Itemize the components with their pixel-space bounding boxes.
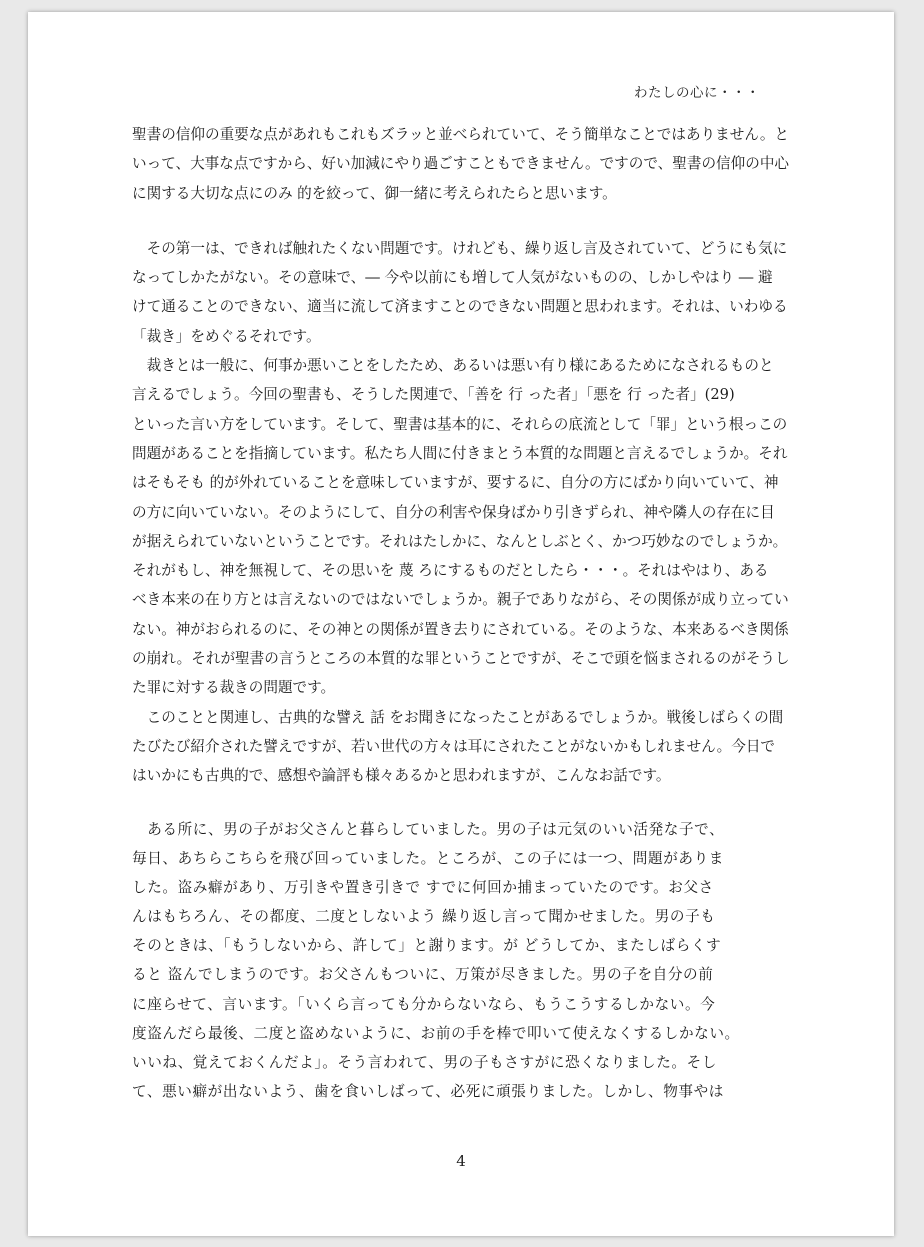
text-line: 言えるでしょう。今回の聖書も、そうした関連で、「善を 行 った者」「悪を 行 った者」(29)	[132, 386, 735, 404]
document-page	[28, 12, 894, 1236]
story-line: て、悪い癖が出ないよう、歯を食いしばって、必死に頑張りました。しかし、物事やは	[132, 1083, 724, 1101]
paragraph-gap	[132, 791, 794, 815]
running-header: わたしの心に・・・	[634, 85, 760, 101]
text-line: の崩れ。それが聖書の言うところの本質的な罪ということですが、そこで頭を悩まされるのがそうし	[132, 650, 790, 668]
story-line: 度盗んだら最後、二度と盗めないように、お前の手を棒で叩いて使えなくするしかない。	[132, 1024, 740, 1042]
text-line: このことと関連し、古典的な譬え 話 をお聞きになったことがあるでしょうか。戦後しばらくの間	[132, 708, 784, 726]
page-number: 4	[456, 1152, 466, 1170]
text-line: 「裁き」をめぐるそれです。	[132, 327, 321, 345]
text-line: その第一は、できれば触れたくない問題です。けれども、繰り返し言及されていて、どうにも気に	[132, 239, 788, 257]
text-line: いって、大事な点ですから、好い加減にやり過ごすこともできません。ですので、聖書の信仰の中心	[132, 155, 790, 173]
intro-paragraph	[132, 120, 794, 208]
text-line: 聖書の信仰の重要な点があれもこれもズラッと並べられていて、そう簡単なことではありません。と	[132, 126, 790, 143]
story-line: ると 盗んでしまうのです。お父さんもついに、万策が尽きました。男の子を自分の前	[132, 966, 714, 984]
text-line: なってしかたがない。その意味で、― 今や以前にも増して人気がないものの、しかしやはり ― 避	[132, 269, 773, 287]
paragraph-gap	[132, 208, 794, 234]
text-line: に関する大切な点にのみ 的を絞って、御一緒に考えられたらと思います。	[132, 184, 617, 202]
text-line: た罪に対する裁きの問題です。	[132, 679, 336, 697]
text-line: の方に向いていない。そのようにして、自分の利害や保身ばかり引きずられ、神や隣人の存在に目	[132, 503, 775, 521]
text-line: はそもそも 的が外れていることを意味していますが、要するに、自分の方にばかり向いていて、神	[132, 474, 779, 492]
text-line: といった言い方をしています。そして、聖書は基本的に、それらの底流として「罪」という根っこの	[132, 415, 788, 433]
text-line: べき本来の在り方とは言えないのではないでしょうか。親子でありながら、その関係が成り立ってい	[132, 591, 789, 609]
text-line: が据えられていないということです。それはたしかに、なんとしぶとく、かつ巧妙なのでしょうか。	[132, 532, 788, 550]
story-line: そのときは、「もうしないから、許して」と謝ります。が どうしてか、またしばらくす	[132, 937, 722, 955]
story-line: んはもちろん、その都度、二度としないよう 繰り返し言って聞かせました。男の子も	[132, 908, 716, 926]
story-line: した。盗み癖があり、万引きや置き引きで すでに何回か捕まっていたのです。お父さ	[132, 878, 714, 896]
text-line: はいかにも古典的で、感想や論評も様々あるかと思われますが、こんなお話です。	[132, 767, 671, 785]
text-line: けて通ることのできない、適当に流して済ますことのできない問題と思われます。それは、いわゆる	[132, 298, 788, 316]
text-line: たびたび紹介された譬えですが、若い世代の方々は耳にされたことがないかもしれません。今日で	[132, 737, 776, 755]
page-body	[132, 120, 794, 1106]
story-line: いいね、覚えておくんだよ」。そう言われて、男の子もさすがに恐くなりました。そし	[132, 1054, 717, 1072]
main-section	[132, 234, 794, 791]
text-line: 裁きとは一般に、何事か悪いことをしたため、あるいは悪い有り様にあるためになされるものと	[132, 357, 774, 375]
text-line: 問題があることを指摘しています。私たち人間に付きまとう本質的な問題と言えるでしょうか。それ	[132, 444, 788, 462]
text-line: それがもし、神を無視して、その思いを 蔑 ろにするものだとしたら・・・。それはやはり、ある	[132, 562, 769, 580]
story-line: 毎日、あちらこちらを飛び回っていました。ところが、この子には一つ、問題がありま	[132, 849, 724, 867]
story-line: ある所に、男の子がお父さんと暮らしていました。男の子は元気のいい活発な子で、	[132, 820, 725, 838]
text-line: ない。神がおられるのに、その神との関係が置き去りにされている。そのような、本来あるべき関係	[132, 620, 789, 638]
story-section	[132, 815, 794, 1107]
story-line: に座らせて、言います。「いくら言っても分からないなら、もうこうするしかない。今	[132, 995, 716, 1013]
